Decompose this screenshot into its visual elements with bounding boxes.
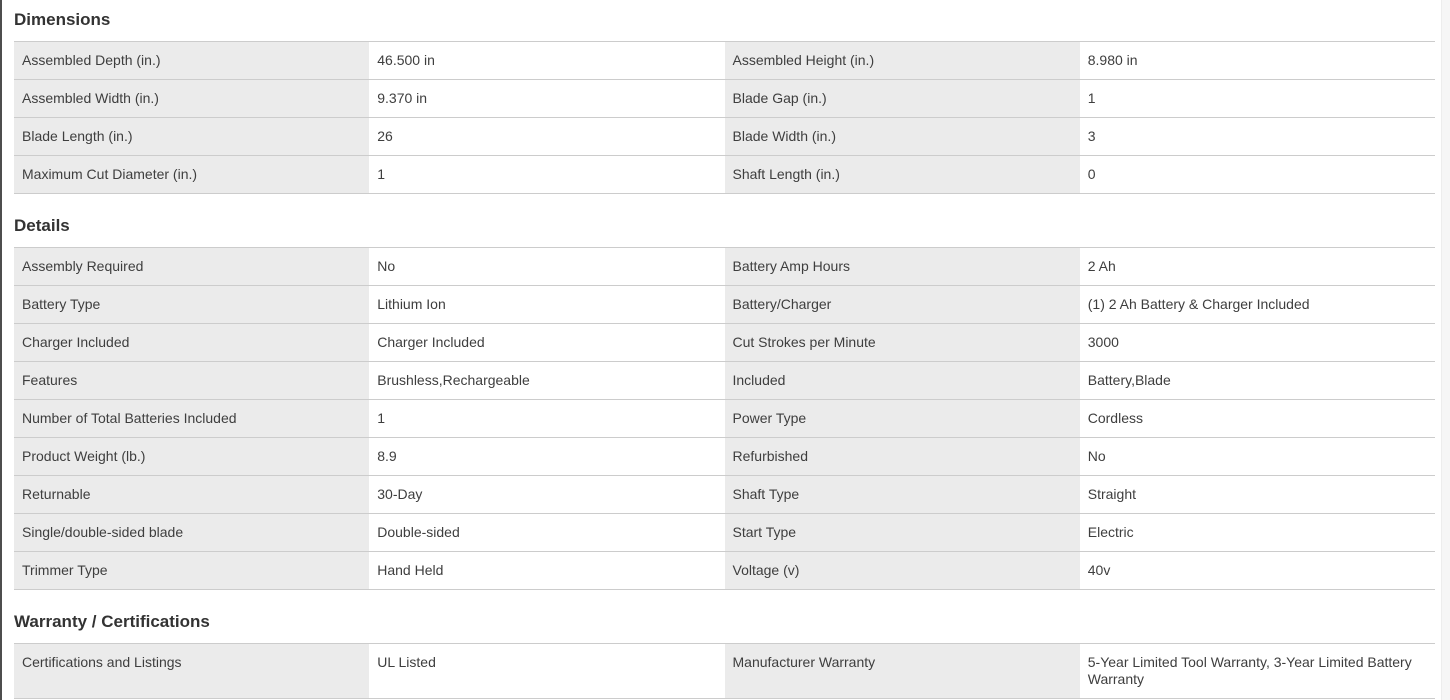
spec-value-cell: 0 <box>1080 156 1435 193</box>
spec-value-cell: Brushless,Rechargeable <box>369 362 724 399</box>
spec-value-cell: 40v <box>1080 552 1435 589</box>
spec-label-cell: Blade Gap (in.) <box>725 80 1080 117</box>
spec-label-cell: Start Type <box>725 514 1080 551</box>
section-details <box>14 216 1435 590</box>
spec-value-cell: UL Listed <box>369 644 724 698</box>
section-warranty-certifications <box>14 612 1435 699</box>
section-title-warranty-certifications: Warranty / Certifications <box>14 612 210 631</box>
spec-row <box>14 79 1435 117</box>
spec-label-cell: Battery/Charger <box>725 286 1080 323</box>
spec-value-cell: 3 <box>1080 118 1435 155</box>
spec-value-cell: (1) 2 Ah Battery & Charger Included <box>1080 286 1435 323</box>
spec-value-cell: 30-Day <box>369 476 724 513</box>
spec-label-cell: Included <box>725 362 1080 399</box>
spec-row <box>14 117 1435 155</box>
spec-value-cell: Lithium Ion <box>369 286 724 323</box>
spec-value-cell: 8.9 <box>369 438 724 475</box>
spec-table-dimensions <box>14 41 1435 194</box>
spec-label-cell: Refurbished <box>725 438 1080 475</box>
spec-label-cell: Cut Strokes per Minute <box>725 324 1080 361</box>
spec-label-cell: Maximum Cut Diameter (in.) <box>14 156 369 193</box>
spec-label-cell: Single/double-sided blade <box>14 514 369 551</box>
spec-row <box>14 323 1435 361</box>
spec-value-cell: Straight <box>1080 476 1435 513</box>
spec-label-cell: Blade Length (in.) <box>14 118 369 155</box>
section-title-dimensions: Dimensions <box>14 10 111 29</box>
spec-label-cell: Voltage (v) <box>725 552 1080 589</box>
spec-row <box>14 437 1435 475</box>
spec-value-cell: 9.370 in <box>369 80 724 117</box>
spec-label-cell: Manufacturer Warranty <box>725 644 1080 698</box>
spec-label-cell: Returnable <box>14 476 369 513</box>
spec-value-cell: 1 <box>1080 80 1435 117</box>
spec-table-warranty-certifications <box>14 643 1435 699</box>
spec-value-cell: 8.980 in <box>1080 42 1435 79</box>
spec-value-cell: 2 Ah <box>1080 248 1435 285</box>
spec-label-cell: Assembled Height (in.) <box>725 42 1080 79</box>
spec-row <box>14 41 1435 79</box>
spec-label-cell: Power Type <box>725 400 1080 437</box>
spec-value-cell: 46.500 in <box>369 42 724 79</box>
spec-value-cell: Charger Included <box>369 324 724 361</box>
spec-value-cell: Hand Held <box>369 552 724 589</box>
spec-value-cell: No <box>1080 438 1435 475</box>
spec-row <box>14 285 1435 323</box>
spec-label-cell: Number of Total Batteries Included <box>14 400 369 437</box>
spec-value-cell: No <box>369 248 724 285</box>
spec-row <box>14 551 1435 589</box>
spec-value-cell: Cordless <box>1080 400 1435 437</box>
spec-label-cell: Assembled Width (in.) <box>14 80 369 117</box>
spec-row <box>14 399 1435 437</box>
spec-table-details <box>14 247 1435 590</box>
spec-value-cell: 1 <box>369 156 724 193</box>
spec-label-cell: Features <box>14 362 369 399</box>
spec-label-cell: Assembly Required <box>14 248 369 285</box>
spec-value-cell: Battery,Blade <box>1080 362 1435 399</box>
spec-row <box>14 513 1435 551</box>
spec-label-cell: Product Weight (lb.) <box>14 438 369 475</box>
spec-label-cell: Blade Width (in.) <box>725 118 1080 155</box>
spec-value-cell: 5-Year Limited Tool Warranty, 3-Year Limited Battery Warranty <box>1080 644 1435 698</box>
spec-row <box>14 247 1435 285</box>
spec-label-cell: Trimmer Type <box>14 552 369 589</box>
spec-label-cell: Certifications and Listings <box>14 644 369 698</box>
spec-value-cell: 3000 <box>1080 324 1435 361</box>
spec-value-cell: Electric <box>1080 514 1435 551</box>
spec-value-cell: 1 <box>369 400 724 437</box>
spec-value-cell: 26 <box>369 118 724 155</box>
specifications-content <box>2 0 1441 699</box>
spec-label-cell: Battery Type <box>14 286 369 323</box>
scrollbar-track[interactable] <box>1441 0 1450 700</box>
spec-label-cell: Shaft Length (in.) <box>725 156 1080 193</box>
spec-row <box>14 155 1435 193</box>
section-title-details: Details <box>14 216 70 235</box>
spec-label-cell: Charger Included <box>14 324 369 361</box>
spec-label-cell: Assembled Depth (in.) <box>14 42 369 79</box>
spec-value-cell: Double-sided <box>369 514 724 551</box>
spec-row <box>14 475 1435 513</box>
spec-row <box>14 643 1435 698</box>
spec-row <box>14 361 1435 399</box>
spec-label-cell: Battery Amp Hours <box>725 248 1080 285</box>
section-dimensions <box>14 10 1435 194</box>
spec-label-cell: Shaft Type <box>725 476 1080 513</box>
